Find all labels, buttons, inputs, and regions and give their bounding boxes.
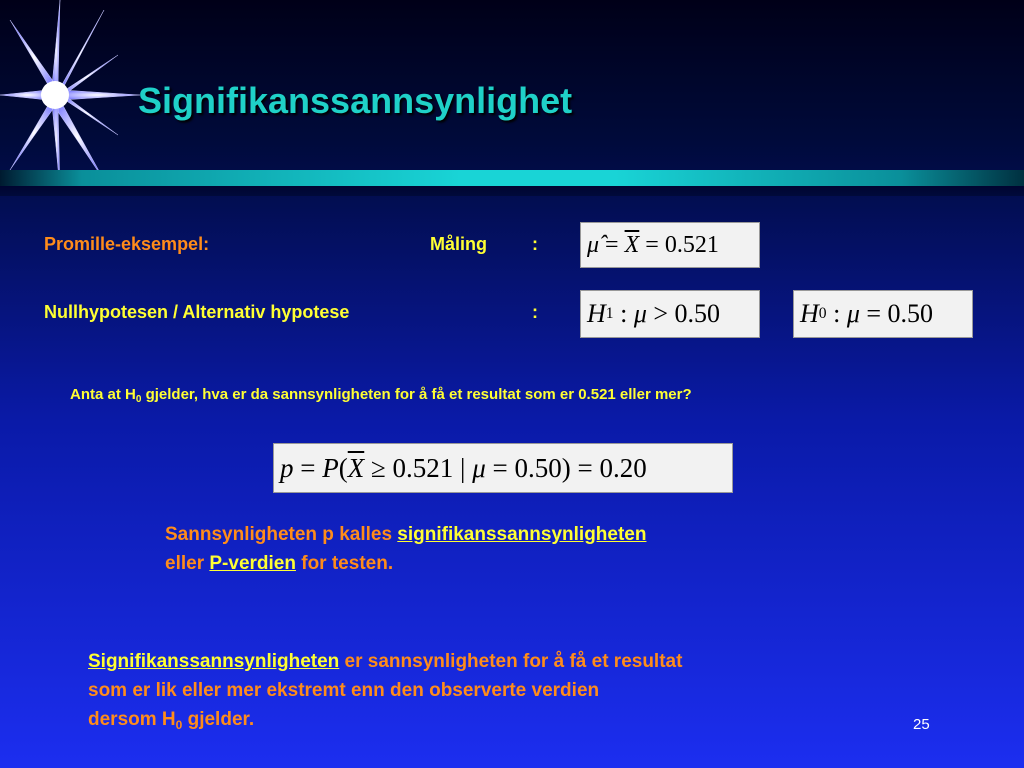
definition-text: gjelder. [182, 709, 255, 730]
mu-hat-symbol: μ̂ [587, 231, 600, 258]
significance-term-link[interactable]: signifikanssannsynligheten [397, 524, 647, 545]
question-post: gjelder, hva er da sannsynligheten for å få et resultat som er 0.521 eller mer? [141, 386, 692, 403]
star-core [41, 81, 69, 109]
estimate-value: 0.521 [664, 231, 719, 258]
h0-formula-box [793, 290, 973, 338]
statement-text: for testen. [295, 553, 394, 574]
p-value-term-link[interactable]: P-verdien [209, 553, 296, 574]
h1-formula-box [580, 290, 760, 338]
definition-text: er sannsynligheten for å få et resultat [339, 651, 683, 672]
definition-term-link[interactable]: Signifikanssannsynligheten [88, 651, 340, 672]
greater-than-sign: > [646, 299, 675, 328]
open-paren: ( [338, 452, 348, 483]
page-number: 25 [913, 716, 930, 733]
h1-value: 0.50 [674, 299, 721, 328]
x-bar-symbol: $\overline{X}$ [624, 231, 640, 258]
slide-title: Signifikanssannsynlighet [138, 80, 573, 121]
p-symbol: p [280, 452, 294, 483]
statement-text: Sannsynligheten p kalles [165, 524, 398, 545]
definition-line-2: som er lik eller mer ekstremt enn den observerte verdien [88, 680, 600, 701]
measurement-label: Måling [430, 234, 487, 254]
mu-symbol: μ [472, 452, 486, 483]
question-subscript: 0 [135, 394, 142, 405]
p-value-result: = 0.50) = 0.20 [485, 452, 647, 483]
title-divider-shadow [0, 186, 1024, 196]
measurement-colon: : [532, 234, 538, 254]
h0-value: 0.50 [887, 299, 934, 328]
title-divider-band [0, 170, 1024, 186]
h-symbol: H [800, 299, 819, 328]
statement-line-2 [165, 549, 646, 578]
example-label: Promille-eksempel: [44, 234, 210, 254]
estimate-formula-box [580, 222, 760, 268]
probability-symbol: P [322, 452, 339, 483]
definition-line-1 [88, 647, 682, 676]
equals-sign: = [599, 231, 625, 258]
hypothesis-label: Nullhypotesen / Alternativ hypotese [44, 302, 350, 322]
condition-text: ≥ 0.521 | [364, 452, 473, 483]
colon-symbol: : [826, 299, 847, 328]
hypothesis-colon: : [532, 302, 538, 322]
statement-text: eller [165, 553, 210, 574]
equals-sign: = [859, 299, 888, 328]
colon-symbol: : [613, 299, 634, 328]
x-bar-symbol: $\overline{X}$ [347, 452, 365, 483]
mu-symbol: μ [846, 299, 860, 328]
h-symbol: H [587, 299, 606, 328]
p-value-formula-box [273, 443, 733, 493]
mu-symbol: μ [633, 299, 647, 328]
definition-subscript: 0 [175, 718, 183, 732]
equals-sign: = [293, 452, 323, 483]
p-value-statement [165, 520, 646, 578]
definition-line-3 [88, 705, 682, 740]
equals-sign: = [639, 231, 665, 258]
h1-subscript: 1 [605, 305, 614, 322]
question-text [70, 386, 692, 405]
statement-line-1 [165, 520, 646, 549]
question-pre: Anta at H [70, 386, 136, 403]
star-burst-icon [0, 0, 160, 190]
h0-subscript: 0 [818, 305, 827, 322]
definition-text: dersom H [88, 709, 176, 730]
definition-paragraph [88, 647, 682, 740]
